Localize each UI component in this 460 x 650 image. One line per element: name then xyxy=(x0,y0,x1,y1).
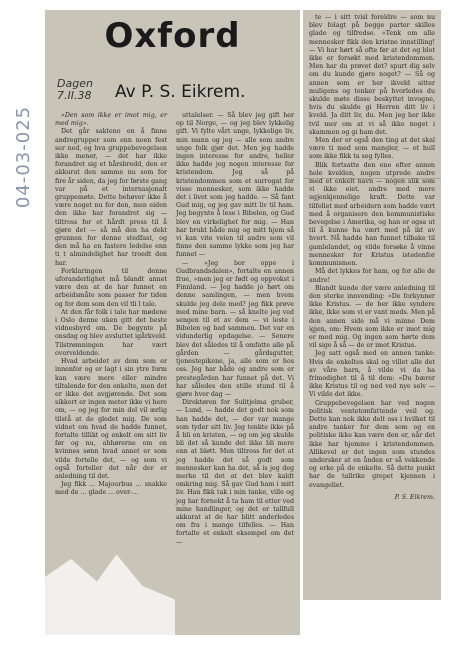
paragraph: te — i sitt tvisl foreldre — som nu blev folagt på begge parter skilles glade og tilfredse. »Tenk om alle mennesker fikk den kristne innstilling! — Vi har hørt så ofte før at det og blot ikke er forsøkt med kristendommen. Men har du prøvet det? spurt dig selv om du kunde gjøre noget? — Så og annen som er her ikveld sitter muligens og tenker på hvorledes du skulde møte disse beskyttet invogne, hvis du skulde gi Herren ditt liv i kveld. Ja ditt liv, du. Men jeg her ikke tvil mer om at vi så ikke noget i skammen og gi ham det. xyxy=(309,14,435,136)
paragraph: Direktøren for Sulitjelma gruber, — Lund, — hadde det godt nok som han hadde det, — der var mange som tyder sitt liv. Jeg tenkte ikke på å bli en kristen, — og om jeg skulde bli det så kunde det ikke bli mere enn at bløtt. Men tiltross for det at jeg hadde det så godt som mennesker kan ha det, så is jeg deg merke til det at det blev kaldt omkring mig. Så gav Gud ham i mitt liv. Han fikk tak i min tanke, ville og jeg har fornekt å ta ham til etter ved mine handlinger, og det er tallfull akkurat at de har blitt anderledes om fra i mange tilfelles. — Han fortalte et enkelt eksempel om det — xyxy=(176,399,294,546)
article-byline: Av P. S. Eikrem. xyxy=(115,82,246,102)
paragraph: Men der er også den ting at det skal være ti med som mangler, — et hull som ikke fikk ta seg fylles. xyxy=(309,137,435,161)
handwritten-line-2: 7.II.38 xyxy=(57,89,92,102)
paragraph: Forklaringen til denne uforanderlighet må blandt annet være den at de har funnet en arbeidsmåte som passer for tiden og for dem som den vil tli l tale. xyxy=(55,267,167,308)
article-column-1 xyxy=(55,112,167,602)
paragraph: Hvad arbeidet av dem som er innenfor og er lagt i sin ytre form kan være mere eller mindre tiltalende for den enkelte, men det er ikke det avgjørende. Det som sikkert er ingen meter ikke vi here om, — og jeg for min del vil ærlig tilstå at de gledet mig. De som vidnet om hvad de hadde funnet, fortalte tillikt og enkelt om sitt liv før og nu, ahhørerne om en kvinnes sønn hvad annet er som vilde fortelle det, — og som vi også forteller det når der er anledning til det. xyxy=(55,358,167,480)
archive-stamp xyxy=(8,80,32,240)
article-column-2 xyxy=(176,112,294,627)
clipping-continuation xyxy=(303,10,441,600)
paragraph: — »Jeg bor oppe i Gudbrandsdalen», fortalte en annen frue, »men jeg er født og oppvokst i Finnland. — Jeg hadde jo hørt om denne samlingen, — men hvem skulde jeg dele med? jeg fikk prøve med mine barn. — så knelte jeg ved sengen til et av dem — vi leste i Bibelen og bad sammen. Det var en vidunderlig opdagelse. — Senere blev det således til å omfatte alle på gården — gårdsgutter, tjenestepikene, ja, alle som er hos oss. Jeg har både og andre som er prestegården har funnet på det. Vi har således den stille stund til å gjøre hver dag — xyxy=(176,259,294,398)
clipping-main xyxy=(45,10,300,635)
paragraph: Jeg fikk ... Majourbus ... snakke med de ... glade ... over-... xyxy=(55,481,167,497)
paragraph: Jeg satt også med en annen tanke: Hvis de enkeltes skal og villet alle det av våre barn, å vilde vi da ha frimodighet til å til dem: »Du bærer ikke Kristus til og ned ved nye selv — Vi vilde det ikke. xyxy=(309,350,435,399)
intro-quote: »Den som ikke er imot mig, er med mig». xyxy=(55,112,167,128)
article-column-3 xyxy=(309,14,435,589)
article-title: Oxford xyxy=(104,16,241,56)
paragraph: Det går sakteno en å finne andregrupper som enn noen fest ser ned, og hva gruppebevegelsen ikke mener, — det har ikke forandret sig et hårsbredd, den er akkurat den samme nu som for fire år siden, da jeg for første gang var på et internasjonalt gruppemøte. Dette behøver ikke å være noget nu for den, men eiden den ikke har forandret sig — tiltross for et hårdt press til å gjøre det — så må den ha dekt grunnen for denne stedfast, og den må ha en fastere ledelse enn ti t almindelighet har troedt den har. xyxy=(55,128,167,267)
handwritten-date-note xyxy=(57,78,93,102)
article-signature: P. S. Eikrem. xyxy=(394,493,435,501)
paragraph: Må det lykkes for ham, og for alle de andre! xyxy=(309,268,435,284)
archive-number: 04-03-025 xyxy=(13,105,34,209)
paragraph: Blandt kunde der være anledning til den sterke innvending: »De forkynner ikke Kristus. — de ber ikke syndere ikke, ikke som vi er vant meds. Men på den annen side må vi minne Dem igjen, om: Hvem som ikke er imot mig er med mig. Og ingen som hørte dem vil sige å så — de er imot Kristus. xyxy=(309,284,435,350)
paragraph: Gruppebevegelsen har ved nogen politisk ventetomfattende veil og. Dette kan nok ikke delt oss i hvilket til andre tanker for dem som og en politiske ikke kan være den er, når det ikke har hjemme i kristendommen. Allikevel er det ingen som stundes undersker at en ånden er så vekkende og erke på de enkelte. Så dette punkt har de tallrike grepet kjennen i evangeliet. xyxy=(309,399,435,489)
paragraph: Blik fortsatte den ene efter annen hele kvelden, nogen utprede andre med et enkelt navn — nogen slik som vi ikke eiet. andre med mere ugjenkjennelige kraft. Dette var tilfellet med arbeidern som hadde vært med å organisere den kommunistiske bevegelse i Amerika, og han er ogsa ut til å kunne ha vært med på ikt av hvert. Nå hadde han funnet tilbake til gamlelandet, og vilde forsøke å vinne mennesker for Kristus istedenfor kommunismen. xyxy=(309,161,435,268)
paragraph: uttalelser. — Så blev jeg gift her op til Norge, — og jeg blev lykkelig gift. Vi fylte vårt unge, lykkelige liv, min mann og jeg — alle som andre unge folk gjør det. Men jeg hadde ingen interesse for andre, heller ikke hadde jeg nogen interesse for kristendom. Jeg så på kristendommen som et surrogat for visse mennesker, som ikke hadde det i livet som jeg hadde. — Så fant Gud mig, og jeg gav mitt liv til ham. Jeg begynte å lese i Bibelen, og Gud blev en virkelighet for mig. — Han har brukt både mig og mitt hjem så vi kan vite veien til andre som vil finne den samme lykke som jeg har funnet — xyxy=(176,112,294,259)
handwritten-line-1: Dagen xyxy=(57,77,93,90)
paragraph: At den får folk i tale har mødene i Oslo denne uken gitt det beste vidnesbyrd om. De begynte på onsdag og blev avsluttet igårkveld. Tilstrømningen har vært overveldende. xyxy=(55,308,167,357)
